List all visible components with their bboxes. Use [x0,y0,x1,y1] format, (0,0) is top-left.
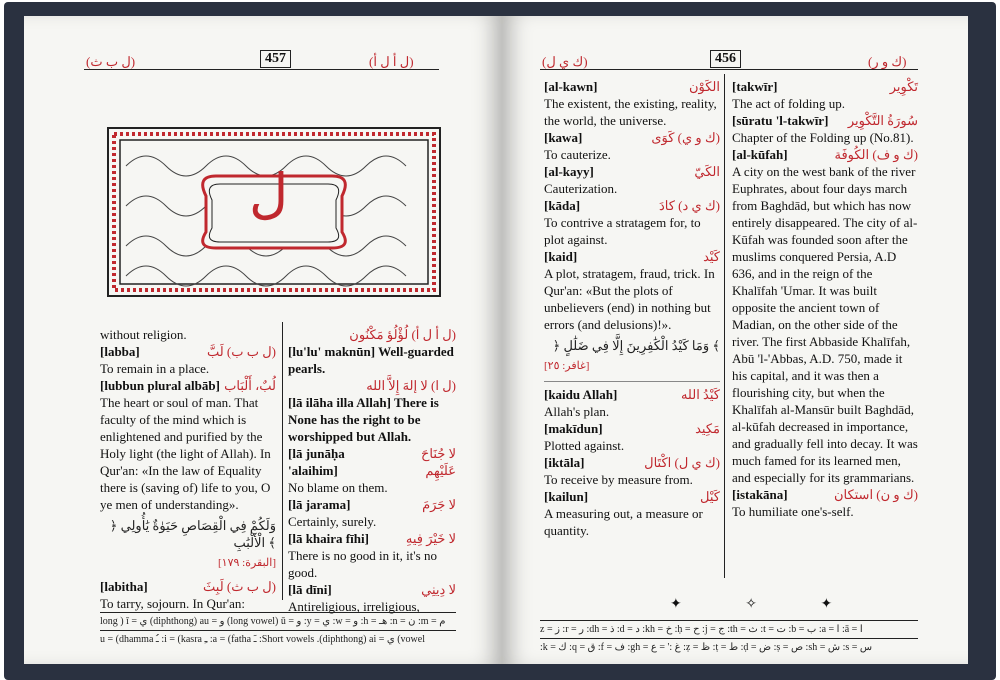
entry-labitha [100,578,276,595]
left-column-divider [282,322,283,600]
end-ornament-stars: ✦ ✧ ✦ [670,597,863,612]
left-page-column-2 [288,326,456,615]
definition: Certainly, surely. [288,514,377,529]
arabic: لا جَرَمَ [422,497,456,512]
arabic: (ل ب ب) لَبَّ [206,344,276,359]
term: [sūratu 'l-takwīr] [732,113,829,128]
arabic: (ك و ف) الكُوفَة [834,147,918,162]
right-page-column-1 [544,78,720,539]
term: [lā khaira fīhi] [288,531,369,546]
entry-al-kayy [544,163,720,180]
entry-la-dini [288,581,456,598]
arabic: كَيْل [700,489,720,504]
entry-la-jarama [288,496,456,513]
term: [lā jarama] [288,497,351,512]
arabic-la-ilaha: (ل ا) لا إلهَ إِلاَّ الله [366,378,456,393]
entry-kaid [544,248,720,265]
term: [kāda] [544,198,581,213]
entry-al-kawn [544,78,720,95]
entry-iktala [544,454,720,471]
term: [lā junāḥa 'alaihim] [288,446,345,478]
left-footer-rule-2 [100,630,456,631]
arabic: كَيْدُ الله [680,387,720,402]
term: [labitha] [100,579,148,594]
entry-la-khaira [288,530,456,547]
arabic: لُبٌ، أَلْبَاب [224,378,276,393]
term: [lubbun plural albāb] [100,378,220,393]
left-page-column-1 [100,326,276,612]
definition: A measuring out, a measure or quantity. [544,506,703,538]
arabic: لا خَيْرَ فِيهِ [405,531,456,546]
quote-reference: [البقرة: ١٧٩] [217,557,276,569]
entry-suratu-l-takwir [732,112,918,129]
arabic: الكَيّ [694,164,720,179]
definition: No blame on them. [288,480,388,495]
right-footer-line-1: z = ز :r = ر :dh = ذ :d = د :kh = خ :ḥ = ح :j = ج :th = ث :t = ت :b = ب :a = ا :ā = آ [540,624,863,635]
definition: The heart or soul of man. That faculty of the mind which is enlightened and purified by the Holy light (the light of Allah). In Qur'an: «In the law of Equality there is (saving of) life to you, O ye men of understanding». [100,395,271,512]
definition: To receive by measure from. [544,472,693,487]
term: [istakāna] [732,487,788,502]
entry-labba [100,343,276,360]
left-page-number: 457 [260,50,291,68]
entry-kada [544,197,720,214]
left-footer-line-1: long ) ī = ي (diphthong) au = و (long vowel) ū = و :y = ي :w = و :h = هـ :n = ن :m = م [100,616,446,627]
definition: Antireligious, irreligious, [288,599,420,614]
section-divider [544,381,720,382]
definition: Allah's plan. [544,404,610,419]
quran-quote: ﴿ وَلَكُمْ فِي الْقِصَاصِ حَيَوٰةٌ يَٰأُولِي الْأَلْبَٰبِ ﴾ [109,518,276,550]
ornament-letter-lam: ل [249,164,289,224]
arabic: كَيْد [703,249,720,264]
entry-al-kufah [732,146,918,163]
entry-kaidu-allah [544,386,720,403]
left-footer-rule [100,612,456,613]
arabic: لا جُنَاحَ عَلَيْهِم [421,446,456,478]
term: [lā dīni] [288,582,332,597]
entry-kawa [544,129,720,146]
right-page [502,16,968,664]
entry-lubbun [100,377,276,394]
entry-la-junaha [288,445,456,479]
term: [labba] [100,344,140,359]
definition: A plot, stratagem, fraud, trick. In Qur'an: «But the plots of unbelievers (end) in nothing but errors (and delusions)!». [544,266,715,332]
arabic: (ل ب ث) لَبِثَ [203,579,276,594]
definition: A city on the west bank of the river Euphrates, about four days march from Baghdād, but which has now entirely disappeared. The city of al-Kūfah was founded soon after the muslims conquered Persia, A.D 636, and in the reign of the Khalīfah 'Umar. It was built opposite the ancient town of Madian, on the other side of the river. The first Abbaside Khalīfah, Abū 'l-'Abbas, A.D. 750, made it his capital, and it was then a flourishing city, but when the Khalīfah al-Mansūr built Baghdād, al-kūfah decreased in importance, and gradually fell into decay. It was much famed for its learned men, and especially for its grammarians. [732,164,918,485]
definition: To contrive a stratagem for, to plot against. [544,215,701,247]
term: [iktāla] [544,455,585,470]
left-header-left: (ل ب ث) [86,54,136,69]
quran-quote: ﴿ وَمَا كَيْدُ الْكَٰفِرِينَ إِلَّا فِي ضَلَٰلٍ ﴾ [552,338,720,353]
term: [makīdun] [544,421,603,436]
left-footer-line-2: u = (dhamma ـُ :i = (kasra ـِ :a = (fatha ـَ :Short vowels .(diphthong) ai = ي (vowel [100,634,425,645]
definition: Chapter of the Folding up (No.81). [732,130,914,145]
term: [kawa] [544,130,583,145]
definition: To tarry, sojourn. In Qur'an: [100,596,245,611]
definition: There is no good in it, it's no good. [288,548,437,580]
arabic: مَكِيد [695,421,720,436]
entry-takwir [732,78,918,95]
entry-la-ilaha: [lā ilāha illa Allah] There is None has the right to be worshipped but Allah. [288,395,439,444]
left-page [24,16,502,664]
term: [kaidu Allah] [544,387,618,402]
right-header-rule [540,69,918,70]
arabic-header: (ل أ ل أ) لُؤْلُؤ مَكْنُون [349,327,456,342]
entry-istakana [732,486,918,503]
right-page-column-2 [732,78,918,520]
term: [kailun] [544,489,589,504]
right-header-right: (ك و ر) [868,54,907,69]
left-header-rule [84,69,439,70]
right-page-number: 456 [710,50,741,68]
definition: The act of folding up. [732,96,845,111]
definition: To humiliate one's-self. [732,504,854,519]
open-book [4,2,994,678]
right-footer-line-2: :k = ك :q = ق :f = ف :gh = غ :' = ع :ẓ = ظ :ṭ = ط :ḍ = ض :ṣ = ص :sh = ش :s = س [540,642,873,653]
term: [al-kawn] [544,79,598,94]
arabic: لا دِينِي [421,582,456,597]
entry-kailun [544,488,720,505]
definition: To remain in a place. [100,361,210,376]
arabic: (ك و ي) كَوَى [651,130,720,145]
definition: To cauterize. [544,147,611,162]
arabic: (ك ي ل) اكْتَال [644,455,720,470]
arabic: الكَوْن [688,79,720,94]
term: [al-kayy] [544,164,594,179]
right-footer-rule [540,620,918,621]
entry-makidun [544,420,720,437]
arabic: سُورَةُ التَّكْوِير [847,113,918,128]
definition: The existent, the existing, reality, the world, the universe. [544,96,717,128]
definition: Plotted against. [544,438,625,453]
term: [kaid] [544,249,578,264]
definition: Cauterization. [544,181,618,196]
term: [al-kūfah] [732,147,788,162]
arabic: تَكْوِير [889,79,918,94]
arabic: (ك و ن) استكان [833,487,918,502]
column-intro: without religion. [100,327,187,342]
quote-reference: [غافر: ٢٥] [544,360,590,372]
right-column-divider [724,74,725,578]
right-header-left: (ك ي ل) [542,54,588,69]
left-header-right: (ل أ ل أ) [369,54,414,69]
arabic: (ك ي د) كادَ [658,198,720,213]
entry-lulu: [lu'lu' maknūn] Well-guarded pearls. [288,344,454,376]
term: [takwīr] [732,79,778,94]
right-footer-rule-2 [540,638,918,639]
